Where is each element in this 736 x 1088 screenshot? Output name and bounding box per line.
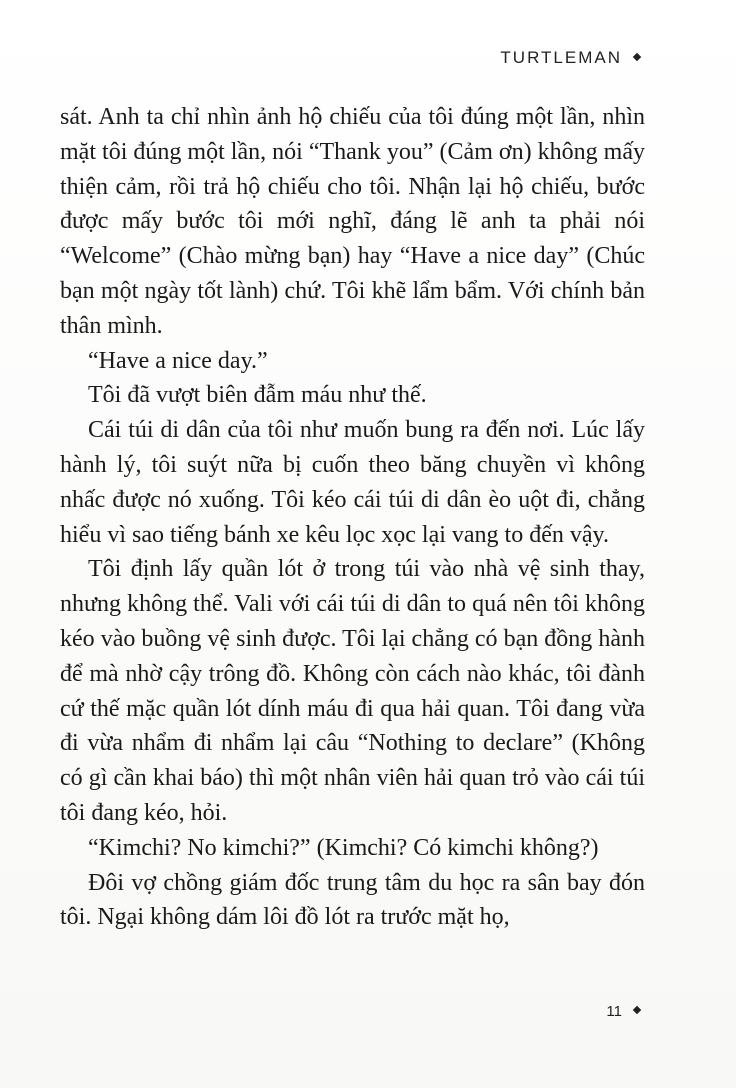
running-head bbox=[500, 48, 640, 68]
body-text bbox=[60, 100, 645, 935]
paragraph-7: Đôi vợ chồng giám đốc trung tâm du học ra sân bay đón tôi. Ngại không dám lôi đồ lót ra trước mặt họ, bbox=[60, 869, 645, 931]
paragraph-6: “Kimchi? No kimchi?” (Kimchi? Có kimchi không?) bbox=[88, 834, 599, 861]
paragraph-4: Cái túi di dân của tôi như muốn bung ra đến nơi. Lúc lấy hành lý, tôi suýt nữa bị cuốn theo băng chuyền vì không nhấc được nó xuống. Tôi kéo cái túi di dân èo uột đi, chẳng hiểu vì sao tiếng bánh xe kêu lọc xọc lại vang to đến vậy. bbox=[60, 417, 645, 548]
paragraph-2: “Have a nice day.” bbox=[88, 347, 268, 374]
running-title: TURTLEMAN bbox=[500, 48, 622, 67]
paragraph-1: sát. Anh ta chỉ nhìn ảnh hộ chiếu của tôi đúng một lần, nhìn mặt tôi đúng một lần, nói “Thank you” (Cảm ơn) không mấy thiện cảm, rồi trả hộ chiếu cho tôi. Nhận lại hộ chiếu, bước được mấy bước tôi mới nghĩ, đáng lẽ anh ta phải nói “Welcome” (Chào mừng bạn) hay “Have a nice day” (Chúc bạn một ngày tốt lành) chứ. Tôi khẽ lẩm bẩm. Với chính bản thân mình. bbox=[60, 104, 645, 339]
paragraph-5: Tôi định lấy quần lót ở trong túi vào nhà vệ sinh thay, nhưng không thể. Vali với cái túi di dân to quá nên tôi không kéo vào buồng vệ sinh được. Tôi lại chẳng có bạn đồng hành để mà nhờ cậy trông đồ. Không còn cách nào khác, tôi đành cứ thế mặc quần lót dính máu đi qua hải quan. Tôi đang vừa đi vừa nhẩm đi nhẩm lại câu “Nothing to declare” (Không có gì cần khai báo) thì một nhân viên hải quan trỏ vào cái túi tôi đang kéo, hỏi. bbox=[60, 556, 645, 826]
paragraph-3: Tôi đã vượt biên đẫm máu như thế. bbox=[88, 382, 427, 409]
diamond-ornament-icon bbox=[633, 1006, 641, 1014]
page-number: 11 bbox=[606, 1003, 622, 1020]
diamond-ornament-icon bbox=[633, 52, 641, 60]
page-footer bbox=[606, 1003, 640, 1020]
